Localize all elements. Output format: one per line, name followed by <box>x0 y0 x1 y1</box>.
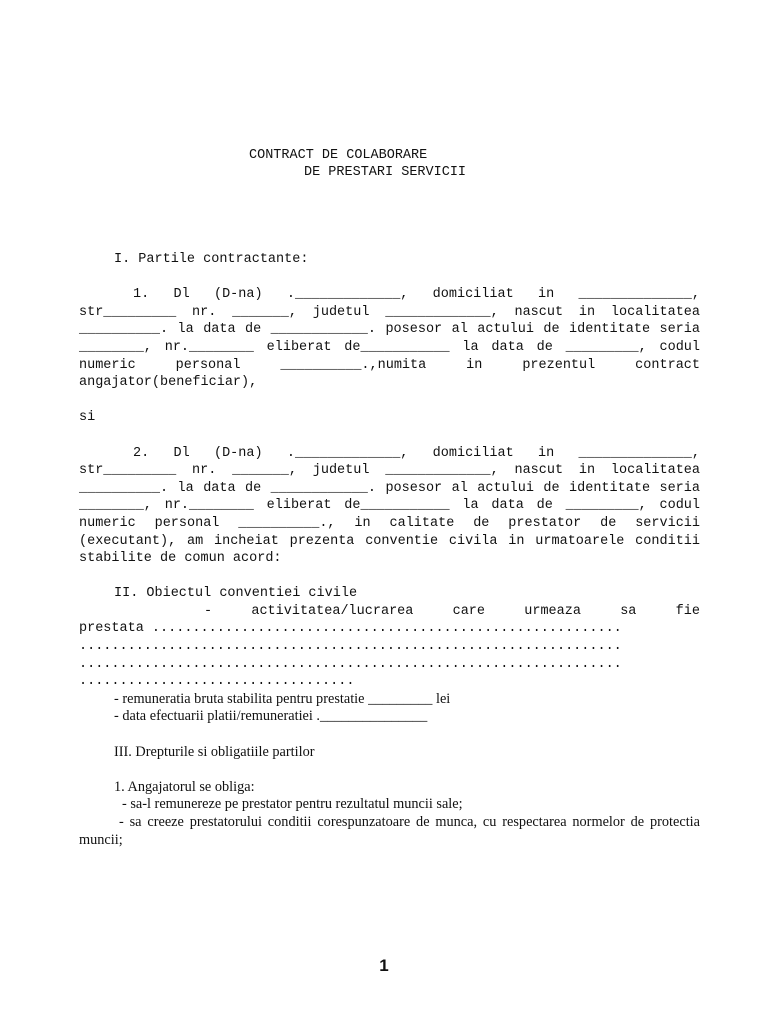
section-1-heading: I. Partile contractante: <box>114 252 309 267</box>
object-word: care <box>452 603 486 619</box>
object-word: fie <box>675 603 700 619</box>
spacer <box>79 568 700 586</box>
obligation-item: - sa creeze prestatorului conditii corespunzatoare de munca, cu respectarea normelor de protectia muncii; <box>79 814 700 848</box>
dotted-line: ................................................................... <box>79 639 622 655</box>
spacer <box>79 427 700 445</box>
title-line-1: CONTRACT DE COLABORARE <box>249 148 428 163</box>
spacer <box>79 726 700 744</box>
contract-body <box>79 251 700 849</box>
object-word: urmeaza <box>524 603 581 619</box>
remuneration-item: - remuneratia bruta stabilita pentru prestatie _________ lei <box>114 690 451 707</box>
spacer <box>79 392 700 410</box>
dotted-line: ................................................................... <box>79 656 622 672</box>
contract-title <box>0 147 768 181</box>
obligation-item: - sa-l remunereze pe prestator pentru rezultatul muncii sale; <box>122 796 463 813</box>
section-3-subheading: 1. Angajatorul se obliga: <box>114 778 255 795</box>
payment-date-item: - data efectuarii platii/remuneratiei ._______________ <box>114 708 428 725</box>
object-word: sa <box>620 603 637 619</box>
party-1-paragraph: 1. Dl (D-na) ._____________, domiciliat in ______________, str_________ nr. _______, judetul _____________, nascut in localitatea __________. la data de ____________. posesor al actului de identitate seria ________, nr.________ eliberat de___________ la data de _________, codul numeric personal __________.,numita in prezentul contract angajator(beneficiar), <box>79 287 700 391</box>
section-2-heading: II. Obiectul conventiei civile <box>114 586 358 602</box>
object-word: - <box>204 603 213 619</box>
spacer <box>79 761 700 779</box>
spacer <box>79 269 700 287</box>
dotted-line: .................................. <box>79 674 355 690</box>
conjunction-si: si <box>79 410 96 426</box>
party-2-paragraph: 2. Dl (D-na) ._____________, domiciliat in ______________, str_________ nr. _______, judetul _____________, nascut in localitatea __________. la data de ____________. posesor al actului de identitate seria ________, nr.________ eliberat de___________ la data de _________, codul numeric personal __________., in calitate de prestator de servicii (executant), am incheiat prezenta conventie civila in urmatoarele conditii stabilite de comun acord: <box>79 445 700 567</box>
title-line-2: DE PRESTARI SERVICII <box>304 165 467 180</box>
object-line <box>79 603 700 621</box>
page-number: 1 <box>379 956 389 975</box>
object-word: activitatea/lucrarea <box>251 603 414 619</box>
section-3-heading: III. Drepturile si obligatiile partilor <box>114 743 315 760</box>
object-prestata-line: prestata .......................................................... <box>79 621 622 637</box>
